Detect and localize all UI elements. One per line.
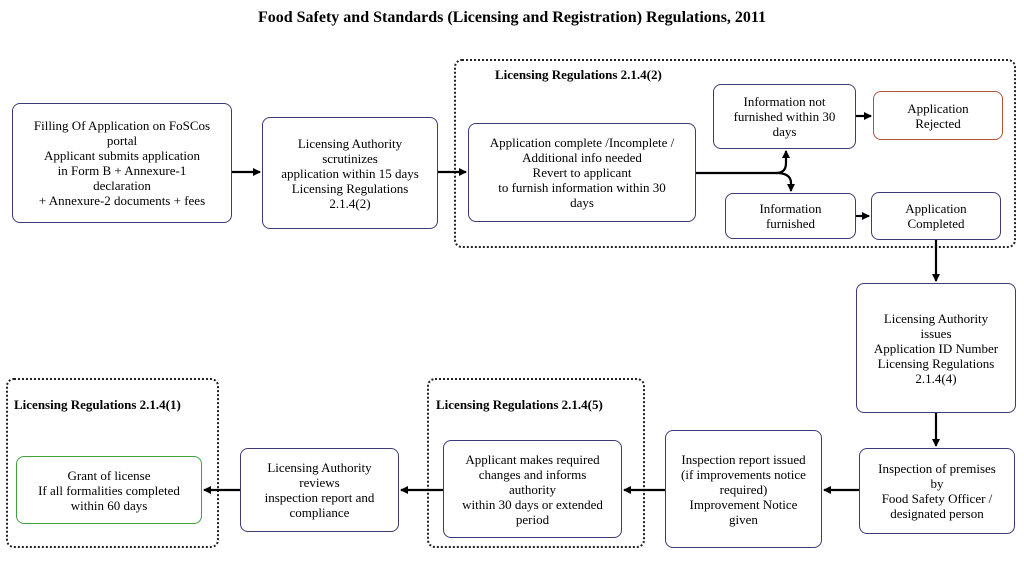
node-inspection-report: Inspection report issued (if improvements notice required) Improvement Notice given [665, 430, 822, 548]
arrow-check-to-furnished [776, 173, 791, 191]
arrow-check-to-not-furnished [696, 151, 786, 173]
node-filing-application: Filling Of Application on FoSCos portal Applicant submits application in Form B + Annexure-1 declaration + Annexure-2 documents + fees [12, 103, 232, 223]
group-label-2-1-4-1: Licensing Regulations 2.1.4(1) [14, 397, 181, 412]
node-application-rejected: Application Rejected [873, 91, 1003, 140]
diagram-title: Food Safety and Standards (Licensing and Registration) Regulations, 2011 [257, 9, 767, 26]
node-authority-issues-id: Licensing Authority issues Application ID Number Licensing Regulations 2.1.4(4) [856, 283, 1016, 413]
node-application-complete-check: Application complete /Incomplete / Additional info needed Revert to applicant to furnish information within 30 days [468, 123, 696, 222]
node-application-completed: Application Completed [871, 192, 1001, 240]
group-label-2-1-4-2: Licensing Regulations 2.1.4(2) [495, 67, 662, 82]
node-authority-scrutiny: Licensing Authority scrutinizes application within 15 days Licensing Regulations 2.1.4(2) [262, 117, 438, 229]
node-information-not-furnished: Information not furnished within 30 days [713, 84, 856, 149]
node-applicant-makes-changes: Applicant makes required changes and informs authority within 30 days or extended period [443, 440, 622, 538]
node-inspection-of-premises: Inspection of premises by Food Safety Officer / designated person [859, 448, 1015, 534]
node-grant-of-license: Grant of license If all formalities completed within 60 days [16, 456, 202, 524]
node-information-furnished: Information furnished [725, 193, 856, 239]
group-label-2-1-4-5: Licensing Regulations 2.1.4(5) [436, 397, 603, 412]
node-authority-reviews: Licensing Authority reviews inspection report and compliance [240, 448, 399, 532]
